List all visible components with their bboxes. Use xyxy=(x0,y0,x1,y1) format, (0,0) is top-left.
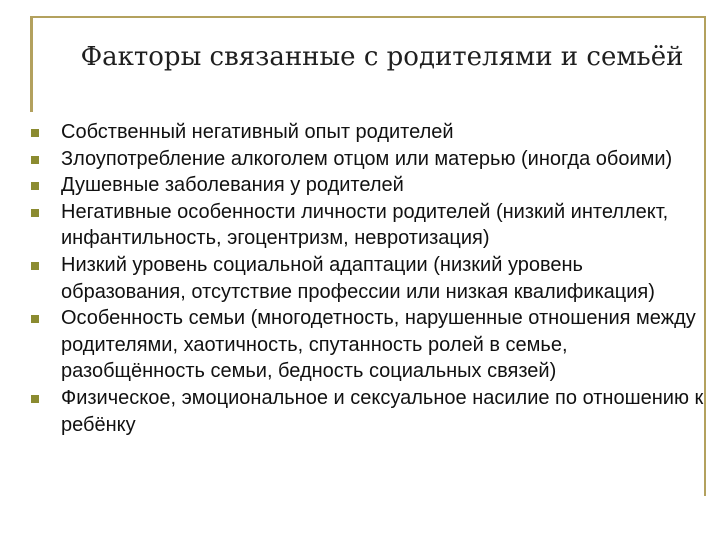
list-item-text: Злоупотребление алкоголем отцом или матерью (иногда обоими) xyxy=(61,147,673,170)
square-bullet-icon xyxy=(31,209,39,217)
list-item xyxy=(30,172,710,199)
list-item xyxy=(30,252,710,305)
square-bullet-icon xyxy=(31,129,39,137)
square-bullet-icon xyxy=(31,262,39,270)
list-item-text: Особенность семьи (многодетность, нарушенные отношения между родителями, хаотичность, спутанность ролей в семье, разобщённость семьи, бедность социальных связей) xyxy=(61,307,696,383)
decorative-frame-top-line xyxy=(30,16,706,18)
square-bullet-icon xyxy=(31,156,39,164)
square-bullet-icon xyxy=(31,315,39,323)
slide-title: Факторы связанные с родителями и семьёй xyxy=(80,42,684,72)
square-bullet-icon xyxy=(31,182,39,190)
list-item-text: Негативные особенности личности родителей (низкий интеллект, инфантильность, эгоцентризм, невротизация) xyxy=(61,200,669,250)
list-item xyxy=(30,146,710,173)
list-item xyxy=(30,119,710,146)
factor-list xyxy=(30,119,710,438)
list-item-text: Душевные заболевания у родителей xyxy=(61,174,404,197)
list-item xyxy=(30,385,710,438)
list-item xyxy=(30,305,710,385)
list-item-text: Низкий уровень социальной адаптации (низкий уровень образования, отсутствие профессии или низкая квалификация) xyxy=(61,253,655,303)
list-item-text: Физическое, эмоциональное и сексуальное насилие по отношению к ребёнку xyxy=(61,386,704,436)
list-item-text: Собственный негативный опыт родителей xyxy=(61,121,454,143)
list-item xyxy=(30,199,710,252)
decorative-frame-left-line xyxy=(30,16,33,112)
square-bullet-icon xyxy=(31,395,39,403)
